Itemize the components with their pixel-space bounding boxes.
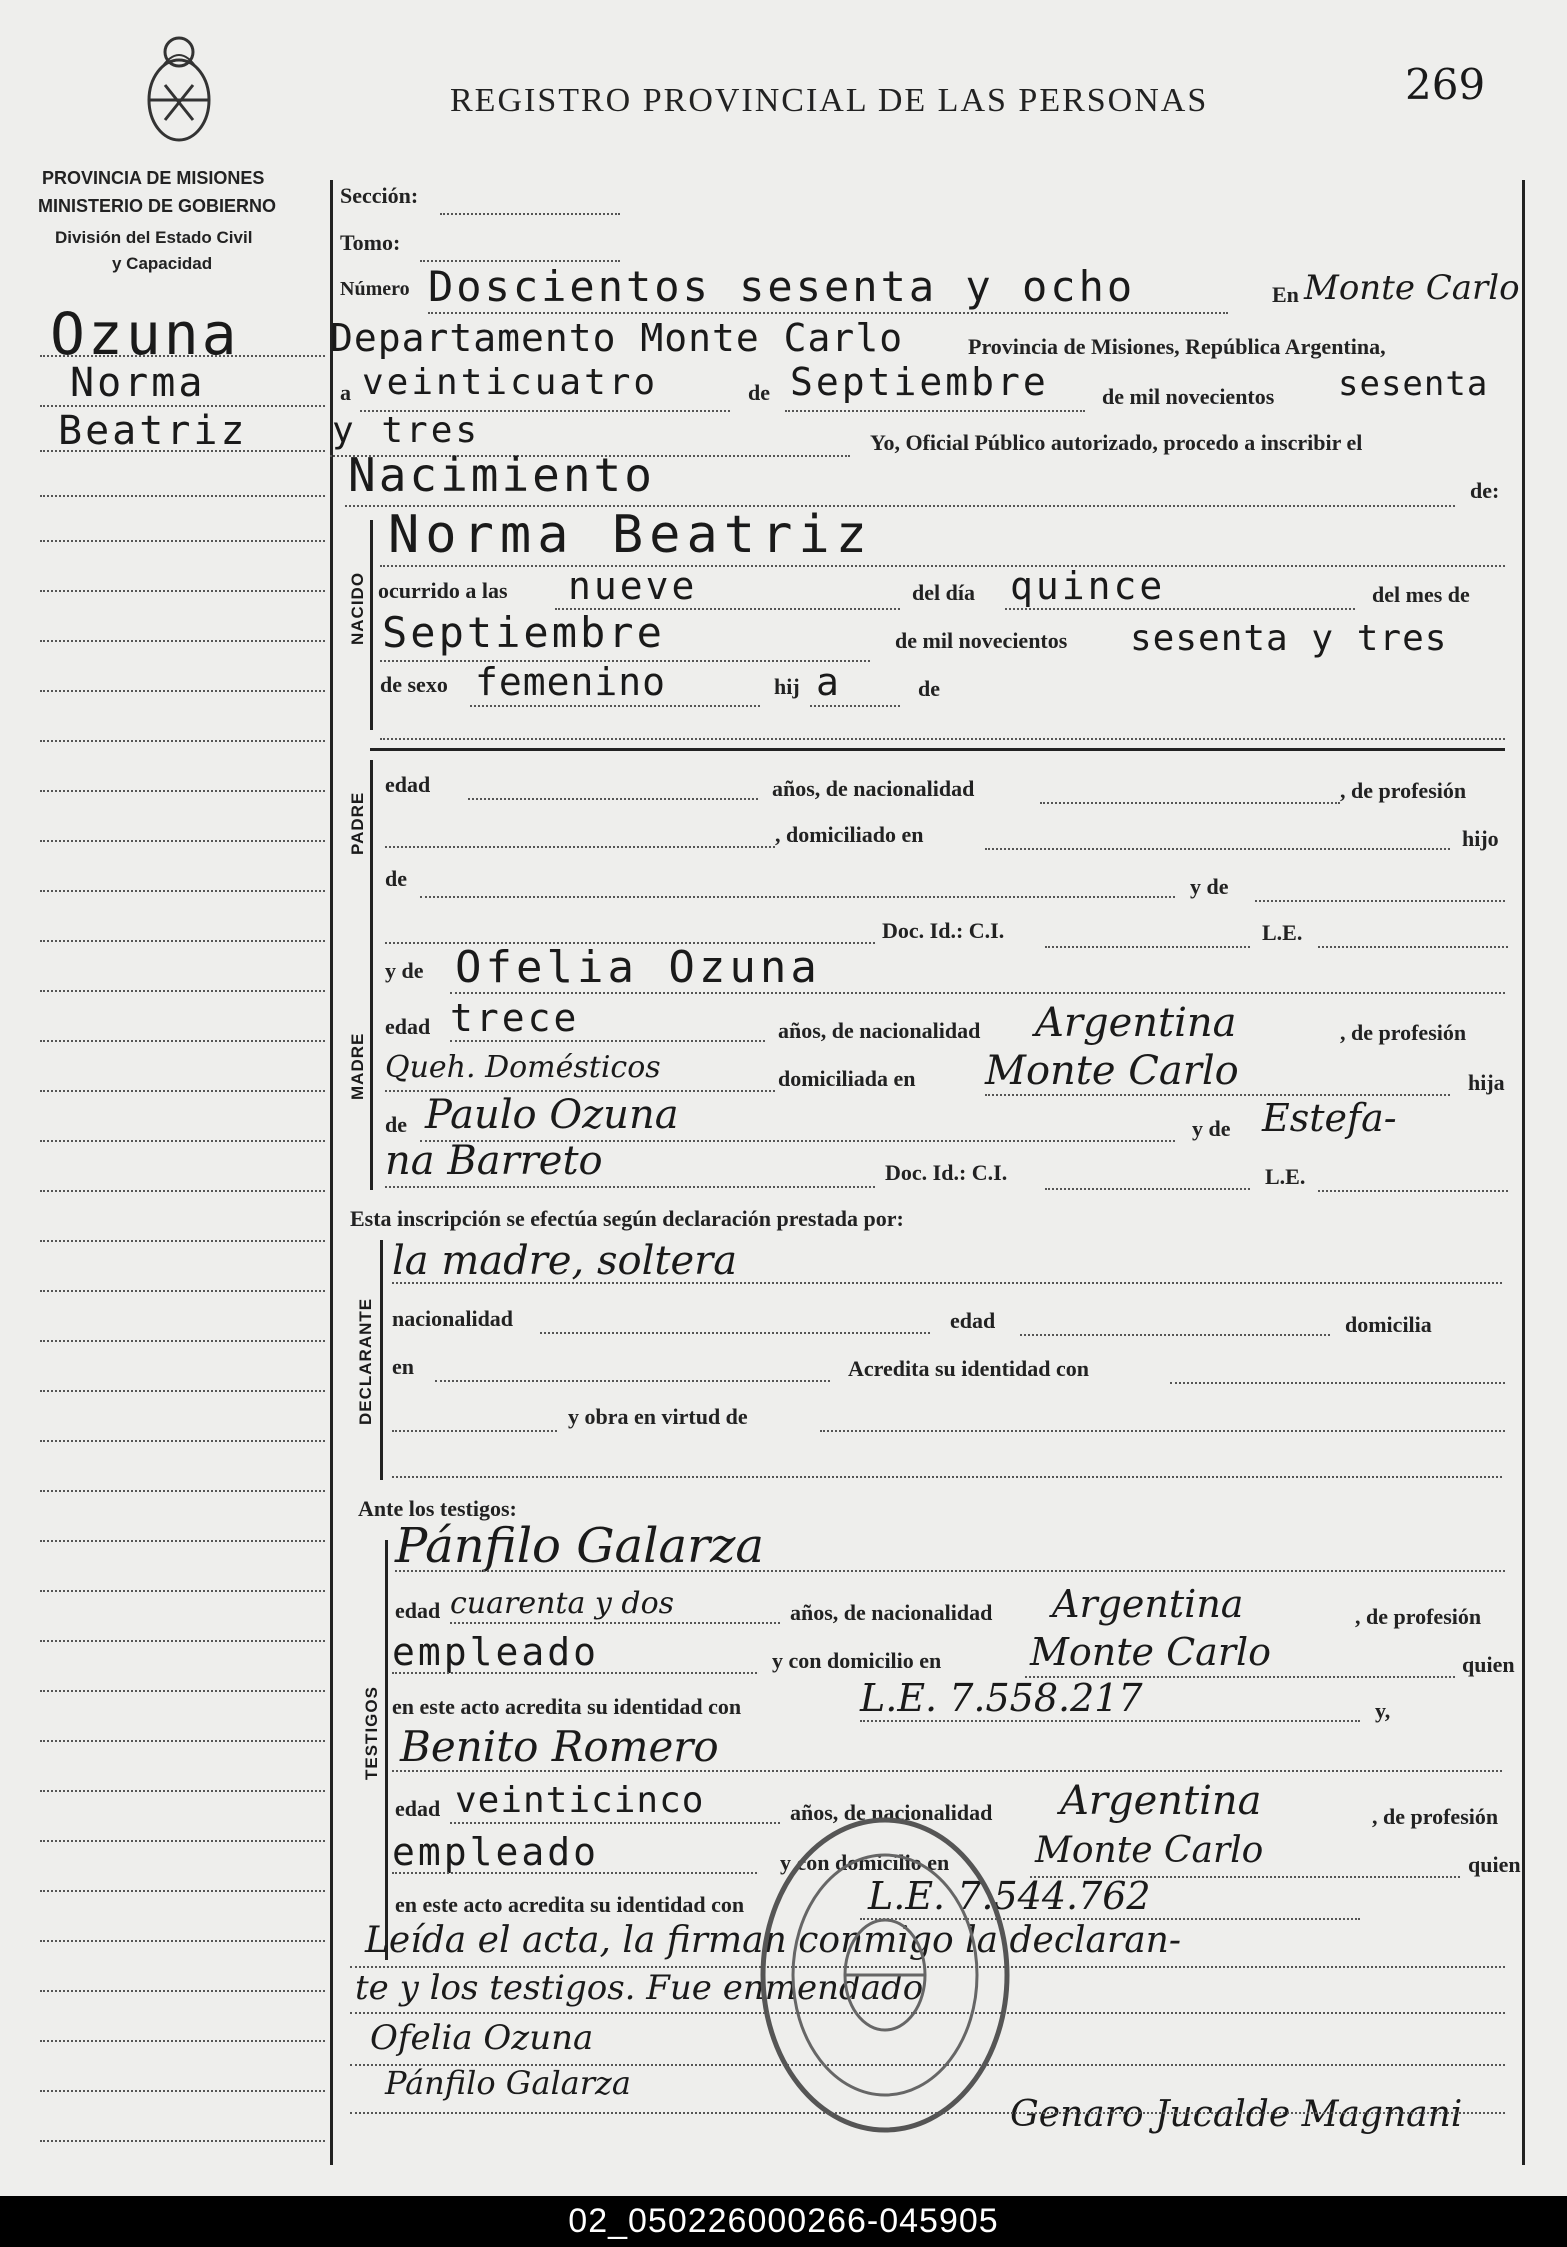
declarante-intro: Esta inscripción se efectúa según declaración prestada por: [350, 1206, 904, 1231]
sexo-value: femenino [475, 660, 667, 704]
mes-label: del mes de [1372, 582, 1470, 607]
testigo-1-documento: L.E. 7.558.217 [860, 1676, 1143, 1720]
numero-value: Doscientos sesenta y ocho [428, 262, 1136, 311]
page-title: REGISTRO PROVINCIAL DE LAS PERSONAS [450, 82, 1209, 119]
departamento-value: Departamento Monte Carlo [330, 316, 904, 360]
nacido-bracket [370, 520, 373, 730]
madre-yde2-label: y de [1192, 1116, 1231, 1141]
testigo-2-profesion: empleado [392, 1830, 600, 1874]
madre-hija-label: hija [1468, 1070, 1505, 1095]
madre-profesion-value: Queh. Domésticos [385, 1050, 661, 1085]
footer-bar [0, 2196, 1567, 2247]
declarante-bracket [380, 1240, 383, 1480]
testigo-2-documento: L.E. 7.544.762 [868, 1874, 1151, 1918]
madre-profesion-label: , de profesión [1340, 1020, 1467, 1045]
madre-padre-value: Paulo Ozuna [425, 1092, 679, 1138]
tomo-label: Tomo: [340, 230, 401, 255]
padre-section-label: PADRE [348, 791, 367, 855]
margin-name-1: Norma [70, 360, 206, 406]
testigos-intro: Ante los testigos: [358, 1496, 517, 1521]
oficial-label: Yo, Oficial Público autorizado, procedo a inscribir el [870, 430, 1363, 455]
testigo-2-edad: veinticinco [455, 1780, 705, 1821]
dia-value: veinticuatro [362, 362, 659, 403]
padre-domiciliado-label: , domiciliado en [775, 822, 924, 847]
testigo-2-acredita-label: en este acto acredita su identidad con [395, 1892, 745, 1917]
testigo-1-profesion: empleado [392, 1630, 600, 1674]
anio-nacido-value: sesenta y tres [1130, 618, 1448, 659]
left-border-line [330, 180, 333, 2165]
madre-domiciliada-label: domiciliada en [778, 1066, 916, 1091]
hij-value: a [816, 660, 842, 704]
provincia-label: Provincia de Misiones, República Argentina, [968, 334, 1386, 359]
madre-yde-label: y de [385, 958, 424, 983]
testigo-2-profesion-label: , de profesión [1372, 1804, 1499, 1829]
testigo-1-domicilio-label: y con domicilio en [772, 1648, 942, 1673]
testigo-2-nacionalidad: Argentina [1060, 1778, 1262, 1824]
coat-of-arms-icon [140, 30, 218, 150]
testigo-1-y-label: y, [1375, 1698, 1391, 1723]
madre-le-label: L.E. [1265, 1164, 1306, 1189]
anio-value-2: y tres [332, 410, 481, 451]
page-number: 269 [1405, 60, 1486, 109]
padre-profesion-label: , de profesión [1340, 778, 1467, 803]
division-label-2: y Capacidad [112, 254, 213, 273]
mil-label: de mil novecientos [1102, 384, 1275, 409]
testigo-1-edad: cuarenta y dos [450, 1586, 675, 1621]
seccion-label: Sección: [340, 183, 419, 208]
hora-value: nueve [568, 564, 698, 608]
padre-doc-label: Doc. Id.: C.I. [882, 918, 1005, 943]
madre-section-label: MADRE [348, 1032, 367, 1100]
madre-madre-value-2: na Barreto [385, 1138, 603, 1184]
testigo-1-domicilio: Monte Carlo [1030, 1630, 1272, 1674]
declarante-domicilia-label: domicilia [1345, 1312, 1432, 1337]
padre-bracket [370, 760, 373, 955]
declarante-nacionalidad-label: nacionalidad [392, 1306, 514, 1331]
testigo-1-profesion-label: , de profesión [1355, 1604, 1482, 1629]
declarante-edad-label: edad [950, 1308, 996, 1333]
padre-hijo-label: hijo [1462, 826, 1499, 851]
declarante-obra-label: y obra en virtud de [568, 1404, 748, 1429]
madre-doc-label: Doc. Id.: C.I. [885, 1160, 1008, 1185]
testigo-1-acredita-label: en este acto acredita su identidad con [392, 1694, 742, 1719]
madre-nacionalidad-value: Argentina [1035, 1000, 1237, 1046]
madre-nombre: Ofelia Ozuna [455, 942, 821, 993]
document-code: 02_050226000266-045905 [568, 2202, 999, 2240]
testigos-bracket [385, 1540, 388, 1960]
testigos-section-label: TESTIGOS [362, 1686, 381, 1780]
de-nacido-label: de [918, 676, 940, 701]
testigo-2-edad-label: edad [395, 1796, 441, 1821]
province-label: PROVINCIA DE MISIONES [42, 168, 265, 188]
official-seal-stamp [755, 1810, 1015, 2140]
dia-nacido-value: quince [1010, 564, 1166, 608]
testigo-2-domicilio: Monte Carlo [1035, 1830, 1264, 1871]
padre-anios-label: años, de nacionalidad [772, 776, 975, 801]
testigo-2-nombre: Benito Romero [400, 1722, 719, 1771]
division-label: División del Estado Civil [55, 228, 253, 247]
signature-madre: Ofelia Ozuna [370, 2018, 594, 2058]
nacido-nombre: Norma Beatriz [388, 505, 873, 565]
testigo-1-quien-label: quien [1462, 1652, 1515, 1677]
testigo-2-anios-label: años, de nacionalidad [790, 1800, 993, 1825]
declarante-acredita-label: Acredita su identidad con [848, 1356, 1090, 1381]
sexo-label: de sexo [380, 672, 448, 697]
numero-label: Número [340, 278, 410, 300]
acto-value: Nacimiento [348, 448, 655, 502]
de-label: de [748, 380, 770, 405]
madre-domicilio-value: Monte Carlo [985, 1048, 1239, 1094]
signature-testigo: Pánfilo Galarza [385, 2064, 631, 2102]
de-colon-label: de: [1470, 478, 1500, 503]
testigo-2-domicilio-label: y con domicilio en [780, 1850, 950, 1875]
hij-label: hij [774, 674, 800, 699]
madre-bracket [370, 950, 373, 1190]
mes-nacido-value: Septiembre [382, 608, 665, 657]
signature-official: Genaro Jucalde Magnani [1010, 2094, 1463, 2135]
padre-le-label: L.E. [1262, 920, 1303, 945]
madre-madre-value-1: Estefa- [1262, 1096, 1397, 1140]
right-border-line [1522, 180, 1525, 2165]
declarante-value: la madre, soltera [392, 1238, 738, 1284]
madre-anios-label: años, de nacionalidad [778, 1018, 981, 1043]
margin-surname: Ozuna [50, 300, 240, 368]
testigo-1-edad-label: edad [395, 1598, 441, 1623]
closing-line-2: te y los testigos. Fue enmendado [355, 1968, 924, 2008]
en-value: Monte Carlo [1304, 268, 1520, 308]
ministry-label: MINISTERIO DE GOBIERNO [38, 196, 277, 216]
madre-edad-label: edad [385, 1014, 431, 1039]
madre-de-label: de [385, 1112, 407, 1137]
a-label: a [340, 380, 351, 405]
seccion-field [440, 213, 620, 215]
margin-name-2: Beatriz [58, 408, 248, 454]
madre-edad-value: trece [450, 996, 580, 1040]
padre-edad-label: edad [385, 772, 431, 797]
mil-nacido-label: de mil novecientos [895, 628, 1068, 653]
nacido-section-label: NACIDO [348, 571, 367, 645]
padre-de-label: de [385, 866, 407, 891]
padre-yde-label: y de [1190, 874, 1229, 899]
mes-value: Septiembre [790, 360, 1049, 404]
declarante-section-label: DECLARANTE [356, 1297, 375, 1425]
anio-value-1: sesenta [1338, 364, 1489, 404]
ocurrido-label: ocurrido a las [378, 578, 508, 603]
closing-line-1: Leída el acta, la firman conmigo la declaran- [365, 1920, 1182, 1961]
testigo-1-anios-label: años, de nacionalidad [790, 1600, 993, 1625]
testigo-1-nacionalidad: Argentina [1052, 1582, 1244, 1626]
dia-label: del día [912, 580, 975, 605]
testigo-1-nombre: Pánfilo Galarza [395, 1518, 764, 1574]
en-label: En [1272, 282, 1299, 307]
declarante-en-label: en [392, 1354, 414, 1379]
testigo-2-quien-label: quien [1468, 1852, 1521, 1877]
